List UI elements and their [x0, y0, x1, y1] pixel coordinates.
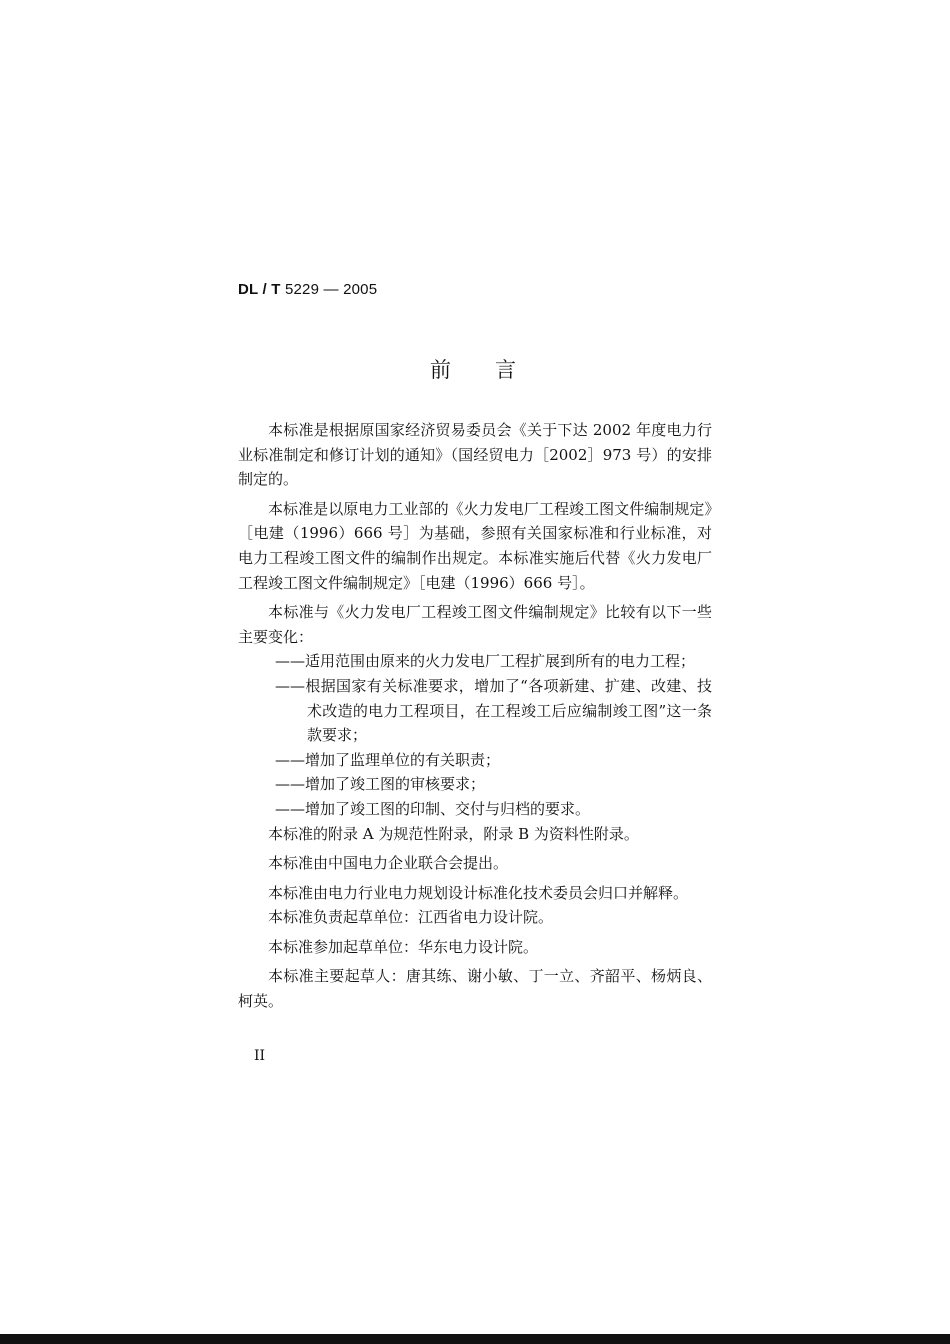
page-number: II: [254, 1048, 266, 1064]
paragraph-authors: 本标准主要起草人：唐其练、谢小敏、丁一立、齐韶平、杨炳良、柯英。: [238, 967, 712, 1011]
paragraph-participating-drafter: 本标准参加起草单位：华东电力设计院。: [268, 937, 539, 956]
foreword-body: [238, 418, 712, 1014]
standard-number: 5229 — 2005: [284, 281, 378, 298]
paragraph-interpreter: 本标准由电力行业电力规划设计标准化技术委员会归口并解释。: [268, 883, 689, 902]
paragraph-foundation: 本标准是以原电力工业部的《火力发电厂工程竣工图文件编制规定》［电建（1996）666 号］为基础，参照有关国家标准和行业标准，对电力工程竣工图文件的编制作出规定。本标准实施后代替《火力发电厂工程竣工图文件编制规定》［电建（1996）666 号］。: [238, 499, 712, 592]
standard-prefix: DL / T: [238, 281, 281, 298]
bottom-divider: [0, 1334, 950, 1344]
change-item-printing: ——增加了竣工图的印制、交付与归档的要求。: [275, 799, 591, 818]
change-item-scope: ——适用范围由原来的火力发电厂工程扩展到所有的电力工程；: [275, 652, 696, 671]
change-item-supervision: ——增加了监理单位的有关职责；: [275, 750, 501, 769]
paragraph-basis: 本标准是根据原国家经济贸易委员会《关于下达 2002 年度电力行业标准制定和修订计划的通知》（国经贸电力［2002］973 号）的安排制定的。: [238, 421, 712, 489]
standard-code-header: [238, 281, 377, 298]
paragraph-appendix: 本标准的附录 A 为规范性附录，附录 B 为资料性附录。: [268, 824, 639, 843]
paragraph-lead-drafter: 本标准负责起草单位：江西省电力设计院。: [268, 908, 554, 927]
paragraph-changes-intro: 本标准与《火力发电厂工程竣工图文件编制规定》比较有以下一些主要变化：: [238, 603, 712, 646]
section-title: 前言: [430, 358, 560, 382]
change-item-requirement: ——根据国家有关标准要求，增加了“各项新建、扩建、改建、技术改造的电力工程项目，在工程竣工后应编制竣工图”这一条款要求；: [275, 676, 712, 745]
paragraph-proposer: 本标准由中国电力企业联合会提出。: [268, 854, 509, 873]
changes-list: [238, 649, 712, 821]
change-item-review: ——增加了竣工图的审核要求；: [275, 775, 486, 794]
